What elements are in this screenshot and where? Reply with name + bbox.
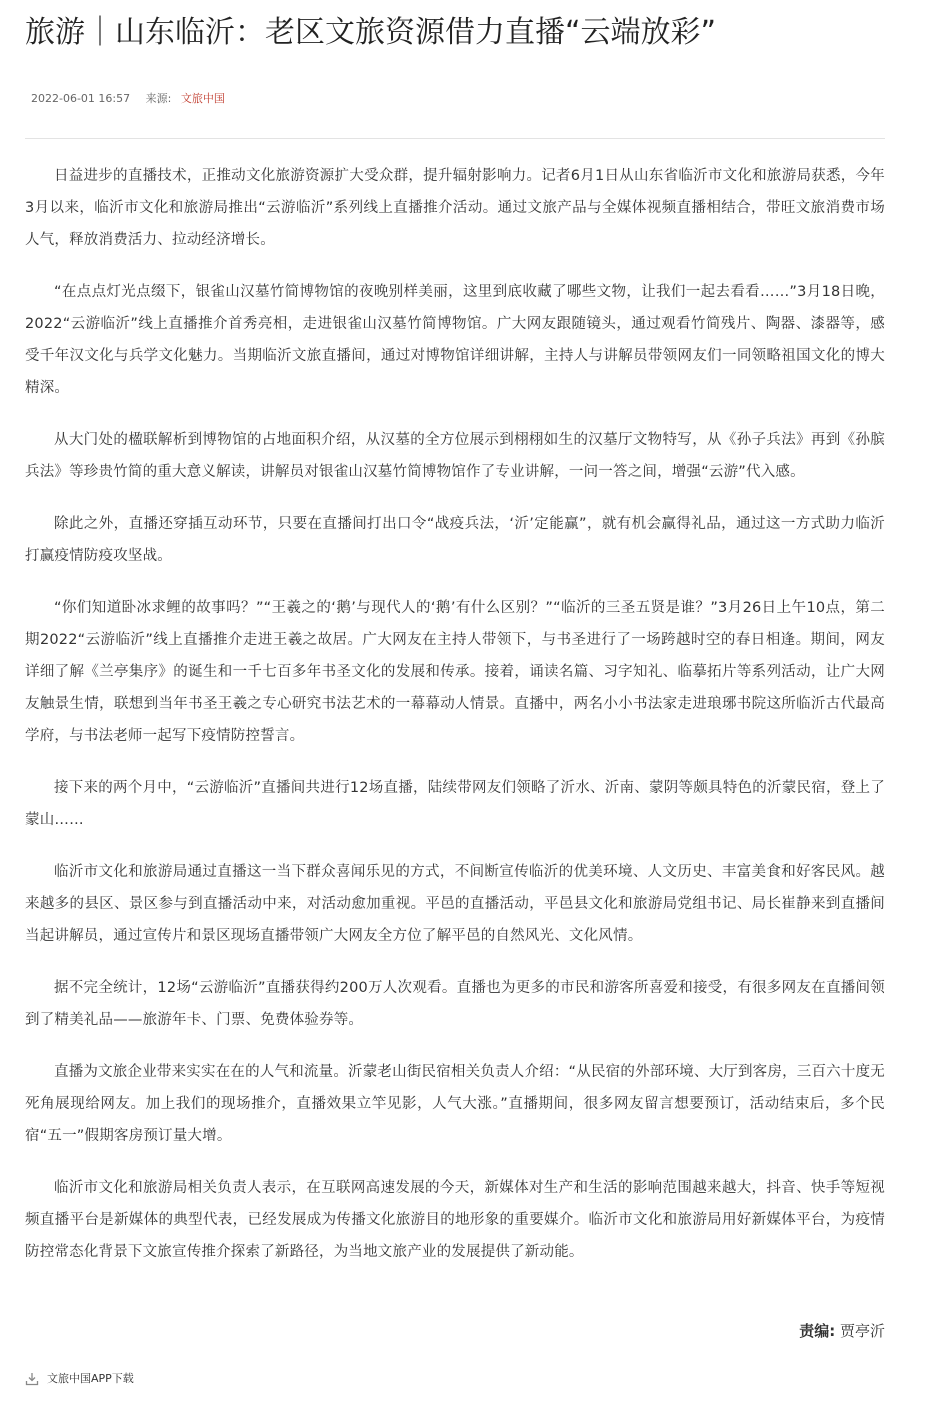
- article-paragraph: 据不完全统计，12场“云游临沂”直播获得约200万人次观看。直播也为更多的市民和游客所喜爱和接受，有很多网友在直播间领到了精美礼品——旅游年卡、门票、免费体验券等。: [25, 980, 885, 1028]
- article-paragraph: 直播为文旅企业带来实实在在的人气和流量。沂蒙老山街民宿相关负责人介绍：“从民宿的外部环境、大厅到客房，三百六十度无死角展现给网友。加上我们的现场推介，直播效果立竿见影，人气大涨。”直播期间，很多网友留言想要预订，活动结束后，多个民宿“五一”假期客房预订量大增。: [25, 1064, 885, 1144]
- source-link[interactable]: 文旅中国: [180, 92, 225, 105]
- article-paragraph: 临沂市文化和旅游局通过直播这一当下群众喜闻乐见的方式，不间断宣传临沂的优美环境、人文历史、丰富美食和好客民风。越来越多的县区、景区参与到直播活动中来，对活动愈加重视。平邑的直播活动，平邑县文化和旅游局党组书记、局长崔静来到直播间当起讲解员，通过宣传片和景区现场直播带领广大网友全方位了解平邑的自然风光、文化风情。: [25, 864, 885, 944]
- app-download-link[interactable]: [25, 1370, 134, 1388]
- editor-credit: [799, 1316, 885, 1346]
- article-paragraph: “你们知道卧冰求鲤的故事吗？”“王羲之的‘鹅’与现代人的‘鹅’有什么区别？”“临沂的三圣五贤是谁？”3月26日上午10点，第二期2022“云游临沂”线上直播推介走进王羲之故居。广大网友在主持人带领下，与书圣进行了一场跨越时空的春日相逢。期间，网友详细了解《兰亭集序》的诞生和一千七百多年书圣文化的发展和传承。接着，诵读名篇、习字知礼、临摹拓片等系列活动，让广大网友触景生情，联想到当年书圣王羲之专心研究书法艺术的一幕幕动人情景。直播中，两名小小书法家走进琅琊书院这所临沂古代最高学府，与书法老师一起写下疫情防控誓言。: [25, 600, 885, 744]
- header-divider: [25, 138, 885, 139]
- download-icon: [25, 1372, 39, 1386]
- article-paragraph: 从大门处的楹联解析到博物馆的占地面积介绍，从汉墓的全方位展示到栩栩如生的汉墓厅文物特写，从《孙子兵法》再到《孙膑兵法》等珍贵竹简的重大意义解读，讲解员对银雀山汉墓竹简博物馆作了专业讲解，一问一答之间，增强“云游”代入感。: [25, 432, 885, 480]
- article-paragraph: 临沂市文化和旅游局相关负责人表示，在互联网高速发展的今天，新媒体对生产和生活的影响范围越来越大，抖音、快手等短视频直播平台是新媒体的典型代表，已经发展成为传播文化旅游目的地形象的重要媒介。临沂市文化和旅游局用好新媒体平台，为疫情防控常态化背景下文旅宣传推介探索了新路径，为当地文旅产业的发展提供了新动能。: [25, 1180, 885, 1260]
- app-download-label: 文旅中国APP下载: [47, 1372, 134, 1385]
- editor-name: 贾亭沂: [839, 1322, 885, 1340]
- article-body: [25, 160, 885, 1288]
- article-paragraph: 日益进步的直播技术，正推动文化旅游资源扩大受众群，提升辐射影响力。记者6月1日从山东省临沂市文化和旅游局获悉，今年3月以来，临沂市文化和旅游局推出“云游临沂”系列线上直播推介活动。通过文旅产品与全媒体视频直播相结合，带旺文旅消费市场人气，释放消费活力、拉动经济增长。: [25, 168, 885, 248]
- source-label: 来源:: [145, 92, 172, 105]
- article-meta: [31, 91, 225, 107]
- article-paragraph: “在点点灯光点缀下，银雀山汉墓竹简博物馆的夜晚别样美丽，这里到底收藏了哪些文物，让我们一起去看看……”3月18日晚，2022“云游临沂”线上直播推介首秀亮相，走进银雀山汉墓竹简博物馆。广大网友跟随镜头，通过观看竹简残片、陶器、漆器等，感受千年汉文化与兵学文化魅力。当期临沂文旅直播间，通过对博物馆详细讲解，主持人与讲解员带领网友们一同领略祖国文化的博大精深。: [25, 284, 885, 396]
- article-title: 旅游｜山东临沂：老区文旅资源借力直播“云端放彩”: [25, 15, 717, 50]
- article-paragraph: 除此之外，直播还穿插互动环节，只要在直播间打出口令“战疫兵法，‘沂’定能赢”，就有机会赢得礼品，通过这一方式助力临沂打赢疫情防疫攻坚战。: [25, 516, 885, 564]
- article-paragraph: 接下来的两个月中，“云游临沂”直播间共进行12场直播，陆续带网友们领略了沂水、沂南、蒙阴等颇具特色的沂蒙民宿，登上了蒙山……: [25, 780, 885, 828]
- editor-label: 责编:: [799, 1322, 836, 1340]
- publish-datetime: 2022-06-01 16:57: [31, 92, 131, 105]
